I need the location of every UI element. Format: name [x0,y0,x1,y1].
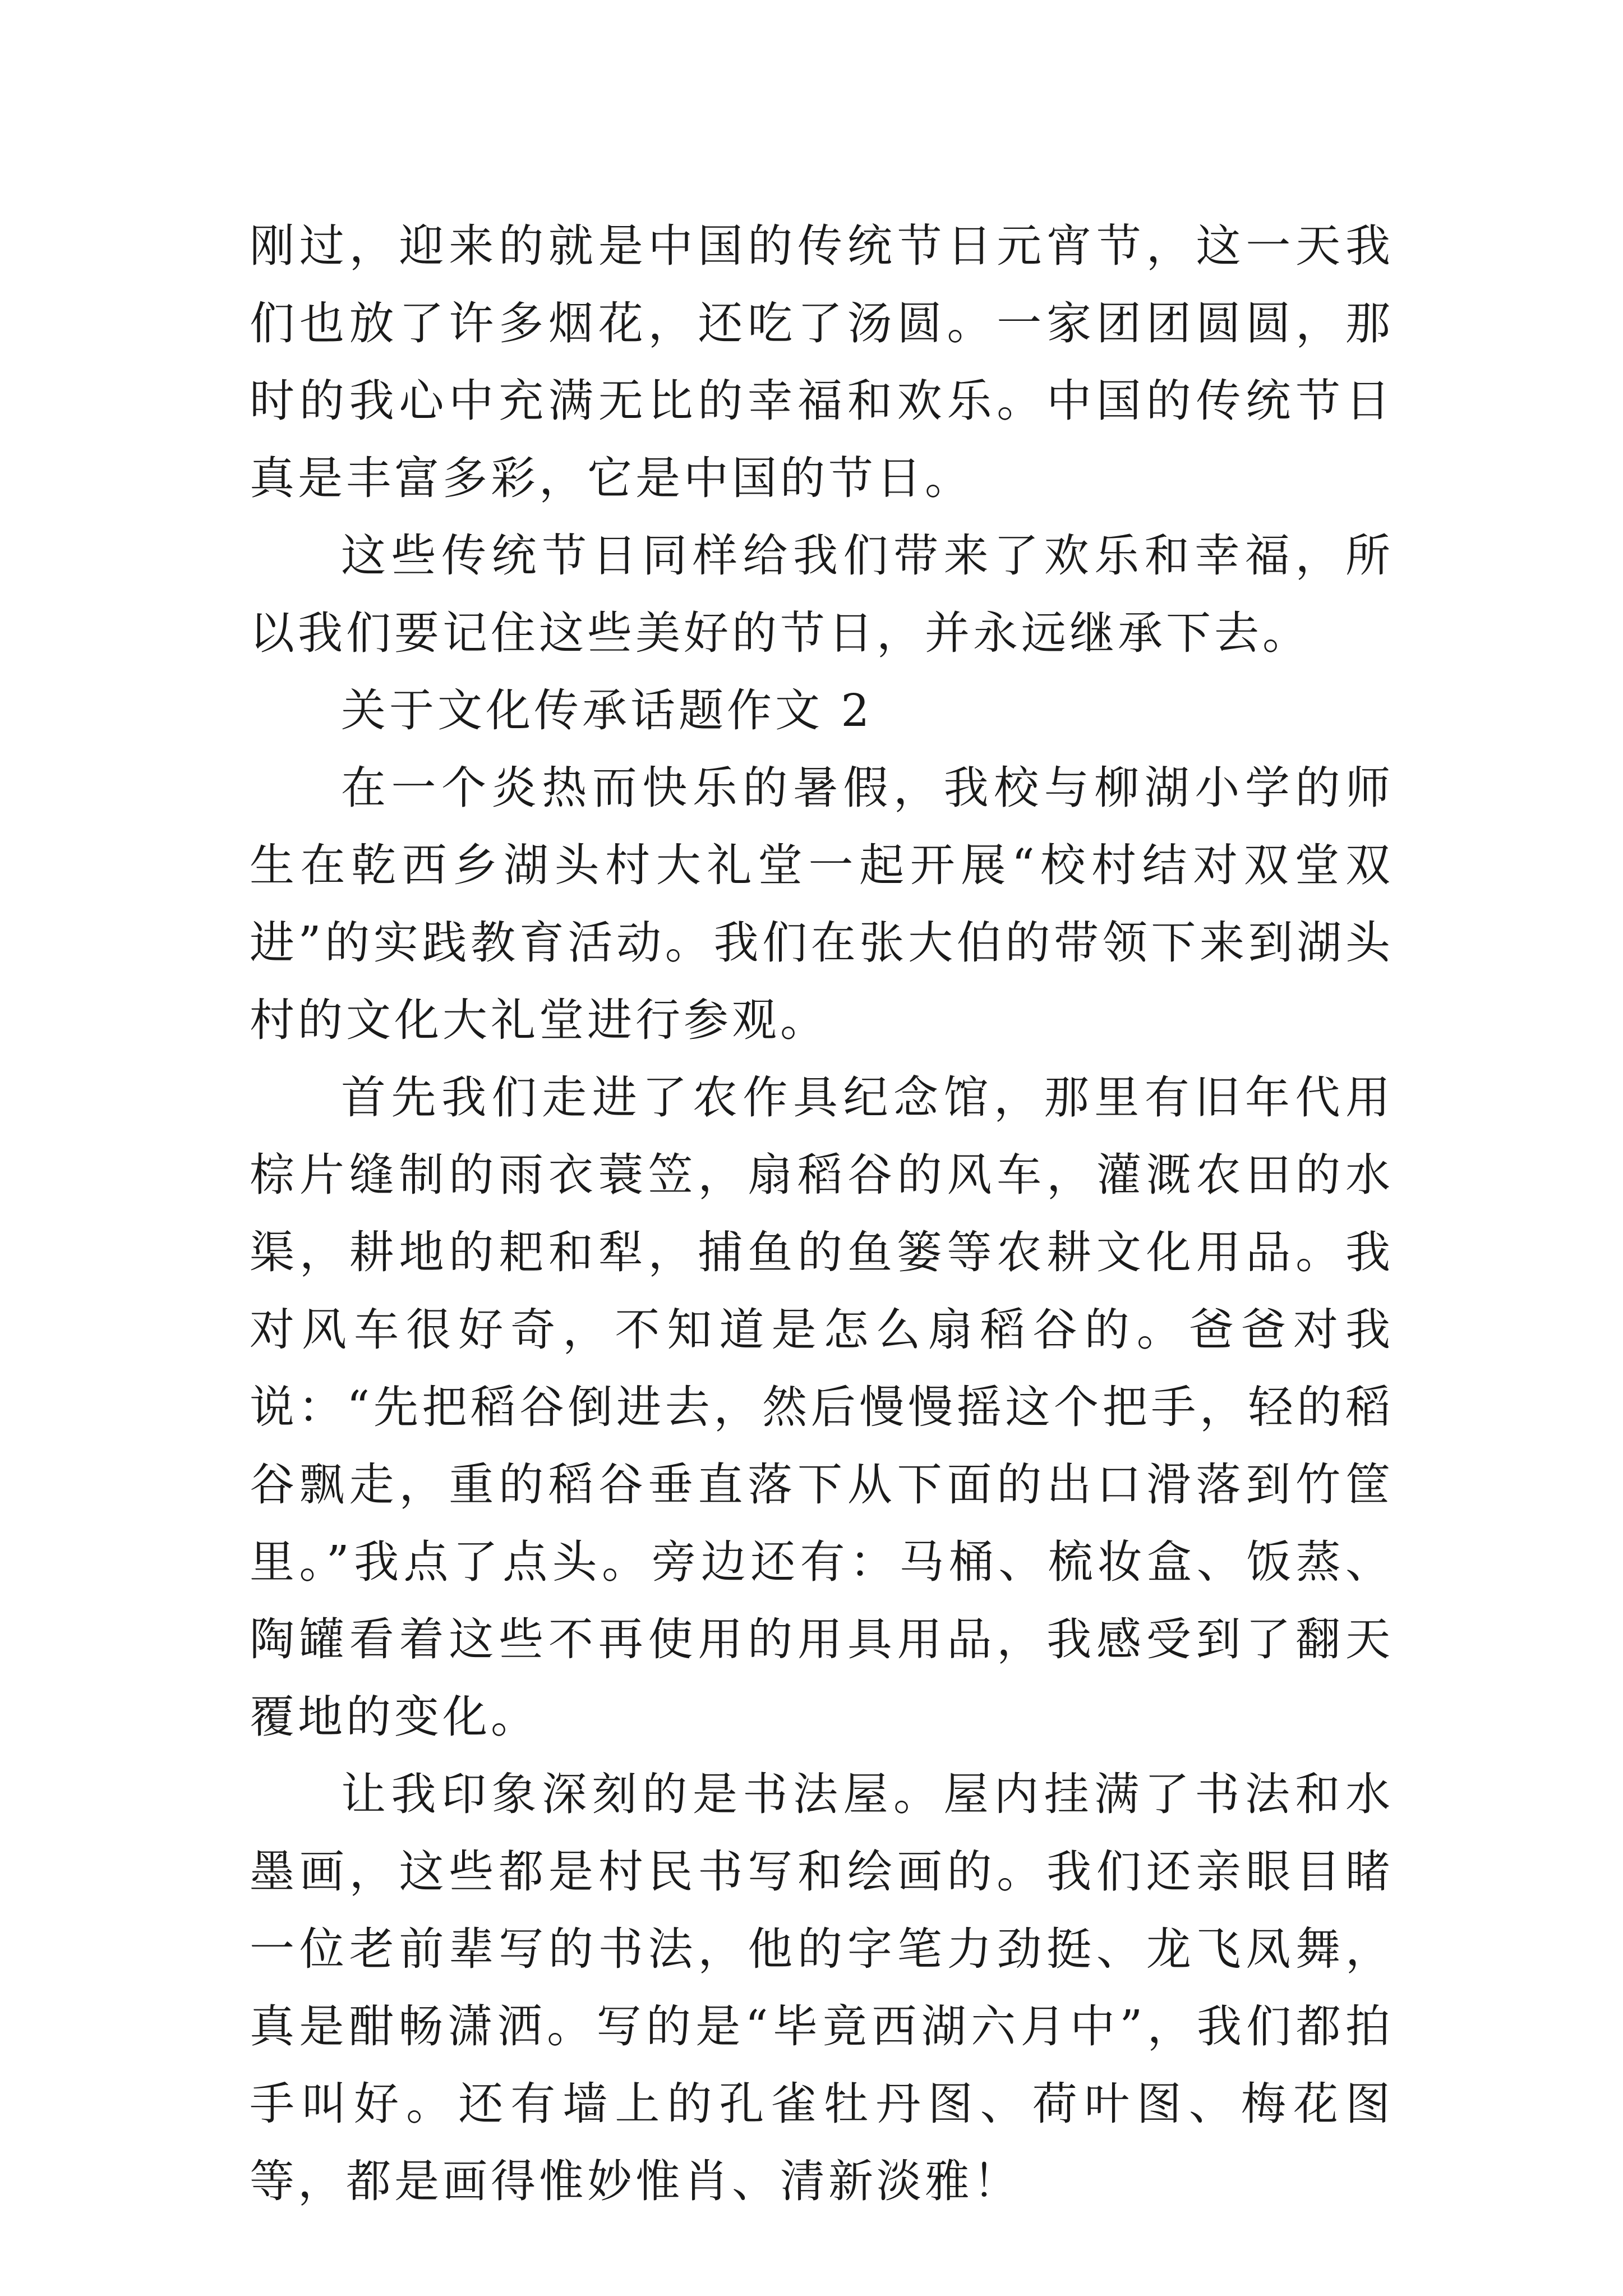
section-title: 关于文化传承话题作文 2 [341,684,873,737]
paragraph-calligraphy: 让我印象深刻的是书法屋。屋内挂满了书法和水墨画，这些都是村民书写和绘画的。我们还亲眼目睹一位老前辈写的书法，他的字笔力劲挺、龙飞凤舞，真是酣畅潇洒。写的是“毕竟西湖六月中”，我们都拍手叫好。还有墙上的孔雀牡丹图、荷叶图、梅花图等，都是画得惟妙惟肖、清新淡雅！ [250,1768,1394,2207]
paragraph-farm-tools: 首先我们走进了农作具纪念馆，那里有旧年代用棕片缝制的雨衣蓑笠，扇稻谷的风车，灌溉农田的水渠，耕地的耙和犁，捕鱼的鱼篓等农耕文化用品。我对风车很好奇，不知道是怎么扇稻谷的。爸爸对我说：“先把稻谷倒进去，然后慢慢摇这个把手，轻的稻谷飘走，重的稻谷垂直落下从下面的出口滑落到竹筐里。”我点了点头。旁边还有：马桶、梳妆盒、饭蒸、陶罐看着这些不再使用的用具用品，我感受到了翻天覆地的变化。 [250,1071,1394,1743]
paragraph-intro: 在一个炎热而快乐的暑假，我校与柳湖小学的师生在乾西乡湖头村大礼堂一起开展“校村结对双堂双进”的实践教育活动。我们在张大伯的带领下来到湖头村的文化大礼堂进行参观。 [250,762,1394,1046]
paragraph-continuation: 刚过，迎来的就是中国的传统节日元宵节，这一天我们也放了许多烟花，还吃了汤圆。一家团团圆圆，那时的我心中充满无比的幸福和欢乐。中国的传统节日真是丰富多彩，它是中国的节日。 [250,220,1394,504]
paragraph-conclusion: 这些传统节日同样给我们带来了欢乐和幸福，所以我们要记住这些美好的节日，并永远继承下去。 [250,530,1394,659]
document-body [250,208,1394,2220]
